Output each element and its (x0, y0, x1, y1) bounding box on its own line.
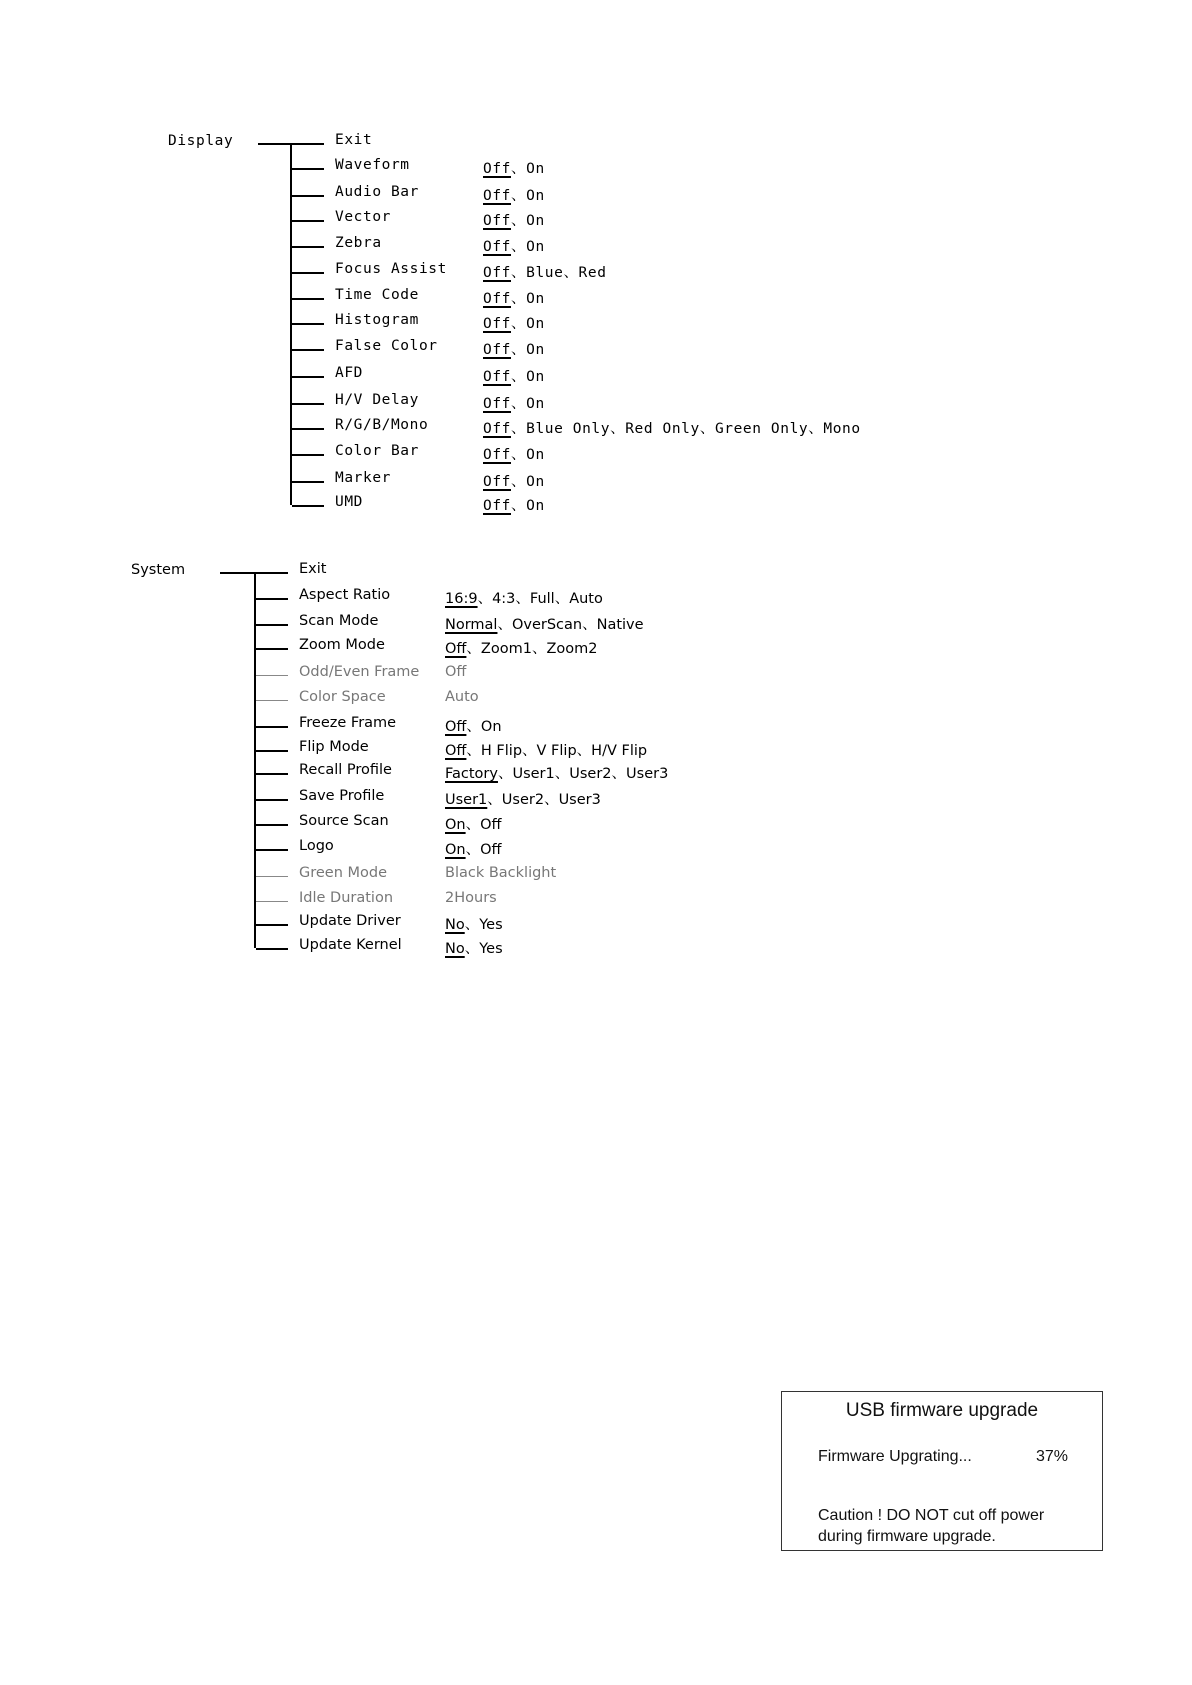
display-item-label: Focus Assist (335, 261, 447, 277)
system-item-options (445, 890, 497, 906)
display-branch-line (292, 272, 324, 274)
option: Yes (479, 917, 503, 933)
option: 4:3 (492, 591, 516, 607)
system-item-options (445, 838, 502, 859)
display-item-options (483, 157, 545, 178)
display-item-label: Waveform (335, 157, 410, 173)
display-branch-line (292, 246, 324, 248)
system-item-options (445, 637, 597, 658)
option: User2 (501, 792, 545, 808)
option-separator: 、 (477, 591, 493, 607)
option-separator: 、 (511, 239, 527, 255)
default-option: Off (445, 641, 467, 657)
system-branch-line (256, 799, 288, 801)
system-item-options (445, 865, 556, 881)
upgrade-status-text: Firmware Upgrating... (818, 1448, 972, 1465)
option-separator: 、 (511, 188, 527, 204)
option: OverScan (511, 617, 583, 633)
display-branch-line (292, 454, 324, 456)
option-separator: 、 (511, 421, 527, 437)
system-branch-line (256, 901, 288, 902)
system-item-options (445, 715, 502, 736)
system-item-options (445, 937, 503, 958)
option: Blue (526, 265, 564, 281)
caution-message (818, 1505, 1044, 1547)
system-item-label: Scan Mode (299, 613, 379, 629)
upgrade-progress-percent: 37% (1036, 1448, 1069, 1465)
system-branch-line (256, 948, 288, 950)
option: On (526, 213, 545, 229)
system-item-options (445, 587, 603, 608)
display-branch-line (292, 298, 324, 300)
default-option: No (445, 917, 465, 933)
display-item-label: R/G/B/Mono (335, 417, 429, 433)
display-branch-line (292, 195, 324, 197)
option: On (526, 447, 545, 463)
option: Off (445, 664, 467, 680)
system-branch-line (256, 624, 288, 626)
system-branch-line (256, 598, 288, 600)
default-option: Off (483, 474, 511, 490)
option: H Flip (480, 743, 523, 759)
option-separator: 、 (554, 591, 570, 607)
option: On (526, 239, 545, 255)
display-item-options (483, 261, 607, 282)
default-option: On (445, 842, 466, 858)
system-item-label: Recall Profile (299, 762, 392, 778)
option: Auto (569, 591, 603, 607)
option-separator: 、 (511, 369, 527, 385)
option-separator: 、 (464, 917, 480, 933)
option-separator: 、 (511, 396, 527, 412)
option: On (480, 719, 502, 735)
default-option: Off (483, 316, 511, 332)
option: Auto (445, 689, 479, 705)
display-item-label: Zebra (335, 235, 382, 251)
system-item-label: Exit (299, 561, 327, 577)
option: Red Only (625, 421, 700, 437)
display-item-label: UMD (335, 494, 363, 510)
default-option: 16:9 (445, 591, 478, 607)
system-item-label: Idle Duration (299, 890, 394, 906)
option: Full (529, 591, 555, 607)
display-item-options (483, 494, 545, 515)
default-option: Normal (445, 617, 498, 633)
system-item-label: Update Kernel (299, 937, 402, 953)
display-item-label: AFD (335, 365, 363, 381)
default-option: Off (483, 396, 511, 412)
display-branch-line (292, 403, 324, 405)
default-option: Off (483, 161, 511, 177)
caution-line-1: Caution ! DO NOT cut off power (818, 1507, 1045, 1524)
option-separator: 、 (611, 766, 627, 782)
default-option: Off (483, 342, 511, 358)
default-option: Off (483, 291, 511, 307)
option: Mono (823, 421, 861, 437)
option: Yes (479, 941, 503, 957)
system-branch-line (256, 876, 288, 877)
option: On (526, 474, 545, 490)
usb-firmware-upgrade-dialog (781, 1391, 1103, 1551)
system-item-label: Save Profile (299, 788, 385, 804)
option: User2 (569, 766, 612, 782)
option-separator: 、 (511, 498, 527, 514)
display-root-label: Display (168, 133, 234, 149)
default-option: Off (483, 213, 511, 229)
option: User1 (512, 766, 555, 782)
system-item-options (445, 813, 502, 834)
option-separator: 、 (544, 792, 559, 808)
display-item-options (483, 209, 545, 230)
display-branch-line (292, 220, 324, 222)
option-separator: 、 (511, 316, 527, 332)
system-branch-line (256, 924, 288, 926)
option-separator: 、 (464, 941, 480, 957)
option-separator: 、 (808, 421, 824, 437)
default-option: Off (445, 719, 467, 735)
display-branch-line (292, 349, 324, 351)
system-item-options (445, 762, 668, 783)
system-branch-line (256, 750, 288, 752)
system-item-label: Freeze Frame (299, 715, 397, 731)
display-item-label: Marker (335, 470, 391, 486)
option: Zoom1 (480, 641, 532, 657)
option-separator: 、 (465, 842, 481, 858)
display-item-label: False Color (335, 338, 438, 354)
option-separator: 、 (522, 743, 537, 759)
option-separator: 、 (582, 617, 597, 633)
display-item-options (483, 470, 545, 491)
option: H/V Flip (591, 743, 648, 759)
system-item-options (445, 739, 647, 760)
option: On (526, 316, 545, 332)
default-option: Off (483, 188, 511, 204)
display-item-label: Color Bar (335, 443, 419, 459)
system-item-options (445, 613, 644, 634)
display-item-options (483, 312, 545, 333)
option: Red (578, 265, 607, 281)
display-item-options (483, 365, 545, 386)
system-item-label: Source Scan (299, 813, 389, 829)
option-separator: 、 (497, 617, 512, 633)
display-branch-line (292, 481, 324, 483)
option-separator: 、 (465, 817, 481, 833)
system-item-options (445, 664, 466, 680)
system-item-options (445, 689, 479, 705)
default-option: Off (483, 265, 511, 281)
default-option: Off (483, 447, 511, 463)
system-branch-line (256, 700, 288, 701)
option: Black Backlight (445, 865, 557, 881)
option: Zoom2 (546, 641, 598, 657)
system-branch-line (256, 849, 288, 851)
system-item-options (445, 788, 601, 809)
system-item-label: Green Mode (299, 865, 388, 881)
display-item-label: Time Code (335, 287, 419, 303)
display-item-label: Audio Bar (335, 184, 419, 200)
display-item-options (483, 287, 545, 308)
option: Off (480, 817, 502, 833)
system-branch-line (256, 773, 288, 775)
option-separator: 、 (511, 161, 527, 177)
system-branch-line (256, 824, 288, 826)
display-item-options (483, 417, 861, 438)
option-separator: 、 (576, 743, 592, 759)
system-branch-line (256, 572, 288, 574)
display-item-label: Vector (335, 209, 391, 225)
default-option: Off (483, 421, 511, 437)
display-branch-line (292, 168, 324, 170)
default-option: Off (483, 239, 511, 255)
display-item-options (483, 443, 545, 464)
display-item-options (483, 184, 545, 205)
system-item-label: Flip Mode (299, 739, 369, 755)
option: 2Hours (445, 890, 497, 906)
option: V Flip (536, 743, 577, 759)
option: Native (596, 617, 644, 633)
option-separator: 、 (531, 641, 547, 657)
display-branch-line (292, 428, 324, 430)
default-option: Off (483, 369, 511, 385)
system-item-label: Update Driver (299, 913, 401, 929)
option-separator: 、 (515, 591, 530, 607)
option-separator: 、 (511, 447, 527, 463)
option-separator: 、 (610, 421, 626, 437)
system-root-label: System (131, 562, 186, 578)
option-separator: 、 (511, 342, 527, 358)
default-option: No (445, 941, 465, 957)
option: On (526, 291, 545, 307)
option-separator: 、 (487, 792, 502, 808)
display-branch-line (292, 323, 324, 325)
system-branch-line (256, 726, 288, 728)
option: User3 (558, 792, 601, 808)
system-branch-line (256, 675, 288, 676)
option: Off (480, 842, 502, 858)
display-branch-line (292, 376, 324, 378)
system-trunk-line (254, 572, 256, 948)
option: Green Only (714, 421, 809, 437)
option-separator: 、 (699, 421, 715, 437)
display-item-options (483, 235, 545, 256)
display-branch-line (292, 505, 324, 507)
system-item-label: Color Space (299, 689, 386, 705)
option: User3 (626, 766, 669, 782)
display-item-options (483, 392, 545, 413)
option-separator: 、 (511, 291, 527, 307)
option: On (526, 369, 545, 385)
option: On (526, 342, 545, 358)
option-separator: 、 (466, 719, 481, 735)
system-item-label: Logo (299, 838, 334, 854)
option-separator: 、 (466, 641, 481, 657)
system-item-options (445, 913, 503, 934)
option: On (526, 498, 545, 514)
option-separator: 、 (497, 766, 513, 782)
option: On (526, 188, 545, 204)
system-item-label: Zoom Mode (299, 637, 385, 653)
display-item-label: Histogram (335, 312, 419, 328)
option-separator: 、 (511, 474, 527, 490)
option: Blue Only (526, 421, 611, 437)
system-branch-line (256, 648, 288, 650)
display-item-label: Exit (335, 132, 373, 148)
display-item-label: H/V Delay (335, 392, 419, 408)
option-separator: 、 (563, 265, 579, 281)
default-option: On (445, 817, 466, 833)
default-option: User1 (445, 792, 488, 808)
option-separator: 、 (511, 265, 527, 281)
display-item-options (483, 338, 545, 359)
system-item-label: Aspect Ratio (299, 587, 391, 603)
option-separator: 、 (466, 743, 481, 759)
option-separator: 、 (554, 766, 570, 782)
default-option: Factory (445, 766, 498, 782)
option-separator: 、 (511, 213, 527, 229)
dialog-title: USB firmware upgrade (845, 1400, 1039, 1421)
option: On (526, 396, 545, 412)
default-option: Off (445, 743, 467, 759)
display-branch-line (292, 143, 324, 145)
system-item-label: Odd/Even Frame (299, 664, 420, 680)
caution-line-2: during firmware upgrade. (818, 1528, 996, 1545)
default-option: Off (483, 498, 511, 514)
option: On (526, 161, 545, 177)
